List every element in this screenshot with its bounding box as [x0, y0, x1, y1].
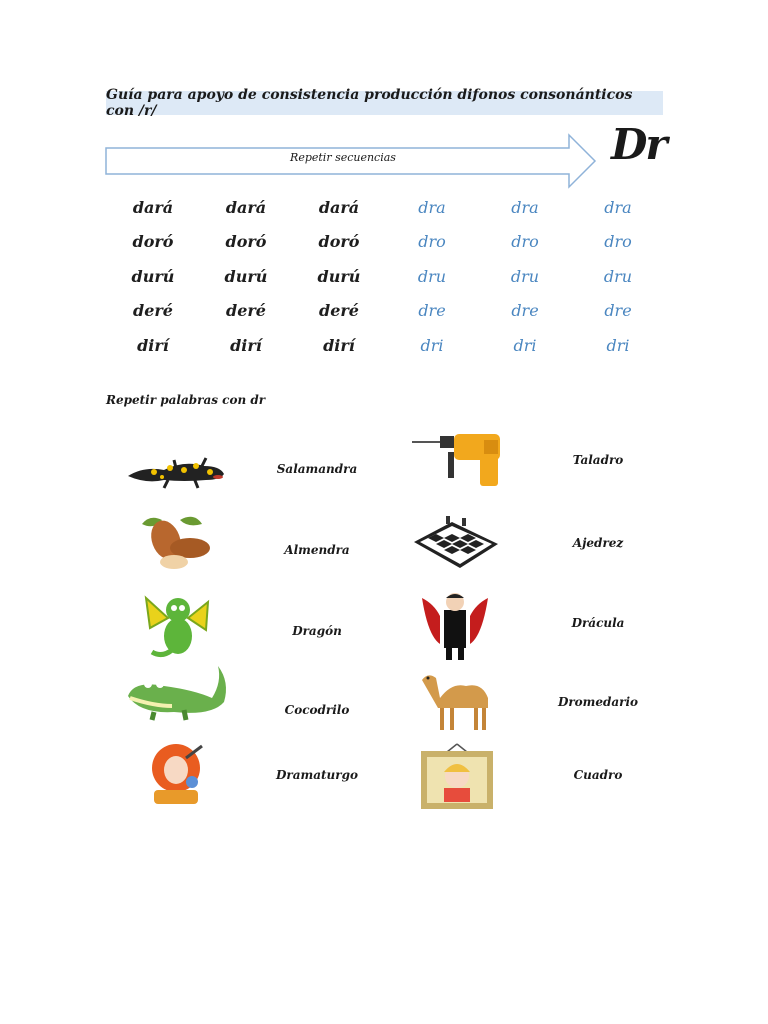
syllable-2-0: durú	[131, 267, 175, 286]
cluster-0-5: dra	[604, 198, 632, 217]
syllable-0-1: dará	[225, 198, 267, 217]
page-title: Guía para apoyo de consistencia producción difonos consonánticos con /r/	[106, 91, 663, 115]
cluster-3-3: dre	[418, 301, 446, 320]
cluster-0-4: dra	[511, 198, 539, 217]
word-left-0: Salamandra	[276, 462, 358, 476]
word-left-1: Almendra	[284, 543, 350, 557]
cluster-4-3: dri	[420, 336, 444, 355]
word-right-4: Cuadro	[573, 768, 623, 782]
syllable-4-1: dirí	[230, 336, 262, 355]
cluster-2-3: dru	[417, 267, 447, 286]
syllable-3-1: deré	[226, 301, 266, 320]
word-right-2: Drácula	[571, 616, 625, 630]
syllable-3-0: deré	[133, 301, 173, 320]
arrow-label: Repetir secuencias	[290, 151, 396, 164]
playwright-icon	[146, 738, 208, 808]
syllable-1-1: doró	[225, 232, 267, 251]
syllable-1-0: doró	[132, 232, 174, 251]
syllable-1-2: doró	[318, 232, 360, 251]
drill-icon	[412, 432, 502, 488]
syllable-0-0: dará	[132, 198, 174, 217]
cluster-3-4: dre	[511, 301, 539, 320]
crocodile-icon	[124, 662, 230, 722]
salamander-icon	[124, 446, 228, 492]
word-left-2: Dragón	[292, 624, 342, 638]
cluster-1-4: dro	[511, 232, 539, 251]
word-right-1: Ajedrez	[572, 536, 624, 550]
syllable-4-0: dirí	[137, 336, 169, 355]
syllable-4-2: dirí	[323, 336, 355, 355]
cluster-4-5: dri	[606, 336, 630, 355]
syllable-0-2: dará	[318, 198, 360, 217]
big-dr-label: Dr	[611, 120, 666, 169]
dracula-icon	[420, 588, 490, 662]
word-right-3: Dromedario	[557, 695, 639, 709]
cluster-2-5: dru	[603, 267, 633, 286]
cluster-2-4: dru	[510, 267, 540, 286]
cluster-3-5: dre	[604, 301, 632, 320]
cluster-1-5: dro	[604, 232, 632, 251]
frame-icon	[420, 742, 494, 810]
dragon-icon	[142, 588, 212, 662]
almond-icon	[136, 512, 216, 572]
syllable-2-2: durú	[317, 267, 361, 286]
word-left-3: Cocodrilo	[284, 703, 350, 717]
word-left-4: Dramaturgo	[276, 768, 358, 782]
syllable-2-1: durú	[224, 267, 268, 286]
word-right-0: Taladro	[572, 453, 624, 467]
camel-icon	[418, 668, 498, 732]
words-title: Repetir palabras con dr	[106, 393, 266, 407]
syllable-3-2: deré	[319, 301, 359, 320]
cluster-1-3: dro	[418, 232, 446, 251]
cluster-4-4: dri	[513, 336, 537, 355]
chessboard-icon	[412, 514, 500, 570]
cluster-0-3: dra	[418, 198, 446, 217]
